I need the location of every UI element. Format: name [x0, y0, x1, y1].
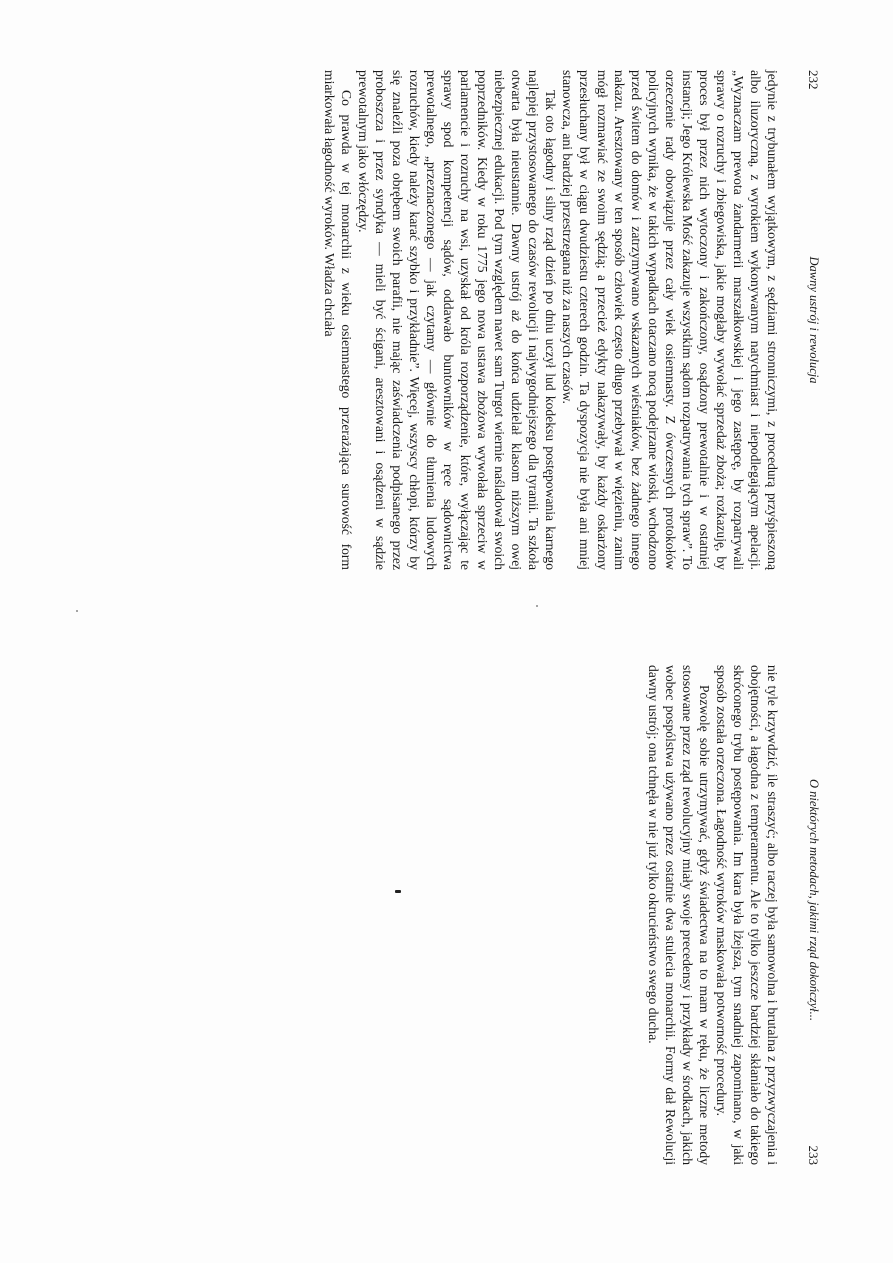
page-header: [801, 70, 821, 570]
paragraph: nie tyle krzywdzić, ile straszyć; albo raczej była samowolna i brutalna z przyzwyczajenia i obojętności, a łagodna z temperamentu. Ale to tylko jeszcze bardziej skłaniało do takiego skróconego trybu postępowania. Im kara była lżejsza, tym snadniej zapominano, w jaki sposób została orzeczona. Łagodność wyroków maskowała potworność procedury.: [713, 665, 780, 1165]
page-body: [321, 70, 781, 570]
running-title: Dawny ustrój i rewolucja: [807, 256, 821, 384]
page-number: 232: [806, 70, 821, 90]
page-header: [801, 665, 821, 1165]
paragraph: Tak oto łagodny i silny rząd dzień po dniu uczył lud kodeksu postępowania karnego najlepiej przystosowanego do czasów rewolucji i najwygodniejszego dla tyranii. Ta szkoła otwarta była nieustannie. Dawny ustrój aż do końca udzielał klasom niższym owej niebezpiecznej edukacji. Pod tym względem nawet sam Turgot wiernie naśladował swoich poprzedników. Kiedy w roku 1775 jego nowa ustawa zbożowa wywołała sprzeciw w parlamencie i rozruchy na wsi, uzyskał od króla rozporządzenie, które, wyłączając te sprawy spod kompetencji sądów, oddawało buntowników w ręce sądownictwa prewotalnego, „przeznaczonego — jak czytamy — głównie do tłumienia ludowych rozruchów, kiedy należy karać szybko i przykładnie”. Więcej, wszyscy chłopi, którzy by się znaleźli poza obrębem swoich parafii, nie mając zaświadczenia podpisanego przez proboszcza i przez syndyka — mieli być ścigani, aresztowani i osądzeni w sądzie prewotalnym jako włóczędzy.: [355, 70, 559, 570]
paragraph: jedynie z trybunałem wyjątkowym, z sędziami stronniczymi, z procedurą przyśpieszoną albo iluzoryczną, z wyrokiem wykonywanym natychmiast i niepodlegającym apelacji. „Wyznaczam prewotа żandarmerii marszałkowskiej i jego zastępcę, by rozpatrywali sprawy o rozruchy i zbiegowiska, jakie mogłaby wywołać sprzedaż zboża; rozkazuję, by proces był przez nich wytoczony i zakończony, osądzony prewotalnie i w ostatniej instancji; Jego Królewska Mość zakazuje wszystkim sądom rozpatrywania tych spraw”. To orzeczenie rady obowiązuje przez cały wiek osiemnasty. Z ówczesnych protokołów policyjnych wynika, że w takich wypadkach otaczano nocą podejrzane wioski, wchodzono przed świtem do domów i zatrzymywano wskazanych wieśniaków, bez żadnego innego nakazu. Aresztowany w ten sposób człowiek często długo przebywał w więzieniu, zanim mógł rozmawiać ze swoim sędzią; a przecież edykty nakazywały, by każdy oskarżony przesłuchany był w ciągu dwudziestu czterech godzin. Ta dyspozycja nie była ani mniej stanowcza, ani bardziej przestrzegana niż za naszych czasów.: [560, 70, 780, 570]
right-page: [0, 665, 893, 1165]
page-body: [645, 665, 781, 1165]
page-number: 233: [806, 1145, 821, 1165]
scan-dot: [536, 605, 538, 607]
paragraph: Co prawda w tej monarchii z wieku osiemnastego przerażająca surowość form miarkowała łagodność wyroków. Władza chciała: [321, 70, 354, 570]
left-page: [0, 70, 893, 570]
scan-dot: [76, 610, 78, 612]
running-title: O niektórych metodach, jakimi rząd dokończył...: [807, 779, 821, 1021]
scan-speck: [395, 890, 401, 893]
paragraph: Pozwolę sobie utrzymywać, gdyż świadectwa na to mam w ręku, że liczne metody stosowane przez rząd rewolucyjny miały swoje precedensy i przykłady w środkach, jakich wobec pospólstwa używano przez ostatnie dwa stulecia monarchii. Formy dał Rewolucji dawny ustrój; ona tchnęła w nie już tylko okrucieństwo swego ducha.: [645, 665, 712, 1165]
